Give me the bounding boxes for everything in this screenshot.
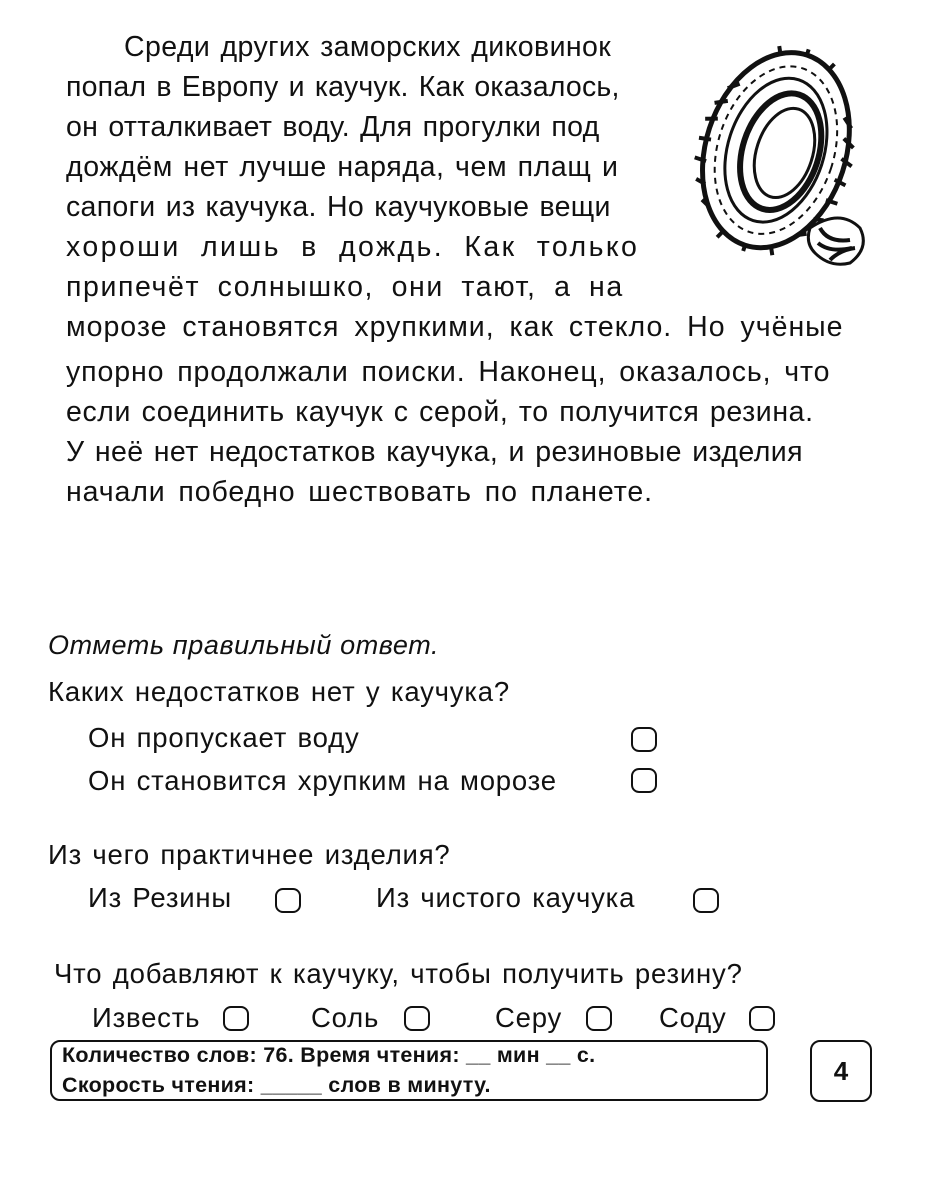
question-3: Что добавляют к каучуку, чтобы получить резину? (54, 958, 743, 989)
q3-option-1-checkbox[interactable] (223, 1006, 249, 1031)
task-instruction: Отметь правильный ответ. (48, 630, 440, 660)
story-line: упорно продолжали поиски. Наконец, оказалось, что (66, 356, 831, 388)
q3-option-4-checkbox[interactable] (749, 1006, 775, 1031)
story-line: дождём нет лучше наряда, чем плащ и (66, 151, 619, 183)
story-line: хороши лишь в дождь. Как только (66, 231, 640, 263)
word-count-line: Количество слов: 76. Время чтения: __ мин __ с. (62, 1043, 596, 1067)
question-2: Из чего практичнее изделия? (48, 839, 451, 870)
page-number: 4 (810, 1040, 872, 1102)
q3-option-2-checkbox[interactable] (404, 1006, 430, 1031)
q2-option-1-checkbox[interactable] (275, 888, 301, 913)
question-1: Каких недостатков нет у каучука? (48, 676, 510, 707)
tire-icon (680, 38, 880, 268)
story-line: он отталкивает воду. Для прогулки под (66, 111, 600, 143)
story-line: попал в Европу и каучук. Как оказалось, (66, 71, 620, 103)
story-line: морозе становятся хрупкими, как стекло. Но учёные (66, 311, 844, 343)
q2-option-2-checkbox[interactable] (693, 888, 719, 913)
story-line: если соединить каучук с серой, то получится резина. (66, 396, 814, 428)
story-line: начали победно шествовать по планете. (66, 476, 653, 508)
reading-stats-box (50, 1040, 768, 1101)
q2-option-label: Из Резины (88, 882, 232, 913)
story-line: сапоги из каучука. Но каучуковые вещи (66, 191, 611, 223)
story-line: припечёт солнышко, они тают, а на (66, 271, 624, 303)
q1-option-label: Он пропускает воду (88, 722, 360, 753)
q3-option-label: Серу (495, 1002, 563, 1033)
q3-option-3-checkbox[interactable] (586, 1006, 612, 1031)
q2-option-label: Из чистого каучука (376, 882, 636, 913)
reading-speed-line: Скорость чтения: _____ слов в минуту. (62, 1073, 491, 1097)
story-line: У неё нет недостатков каучука, и резиновые изделия (66, 436, 803, 468)
q1-option-2-checkbox[interactable] (631, 768, 657, 793)
q3-option-label: Соль (311, 1002, 380, 1033)
q3-option-label: Соду (659, 1002, 727, 1033)
q3-option-label: Известь (92, 1002, 201, 1033)
q1-option-label: Он становится хрупким на морозе (88, 765, 557, 796)
story-line: Среди других заморских диковинок (124, 31, 612, 63)
q1-option-1-checkbox[interactable] (631, 727, 657, 752)
